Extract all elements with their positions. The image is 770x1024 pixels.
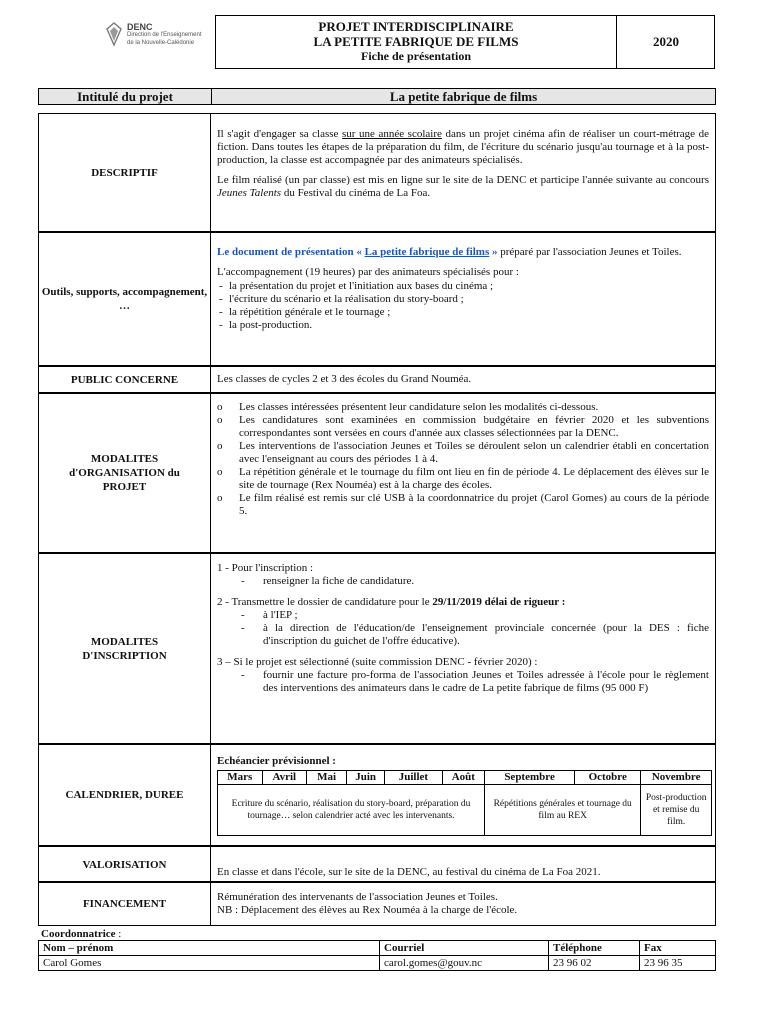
header-name: Nom – prénom: [39, 941, 380, 956]
outils-body: [217, 246, 709, 332]
list-item: o Les candidatures sont examinées en commission budgétaire en février 2020 et les subventions correspondantes sont versées en cours d'année aux classes sélectionnées par la DENC.: [217, 414, 709, 440]
descriptif-paragraph-2: Le film réalisé (un par classe) est mis en ligne sur le site de la DENC et participe l'année suivante au concours Jeunes Talents du Festival du cinéma de La Foa.: [217, 174, 709, 199]
list-item: - la répétition générale et le tournage ;: [217, 306, 709, 319]
list-item: o Les classes intéressées présentent leur candidature selon les modalités ci-dessous.: [217, 401, 709, 414]
header-year: 2020: [616, 16, 715, 68]
month-cell: Juillet: [385, 771, 443, 785]
cell-email[interactable]: carol.gomes@gouv.nc: [380, 956, 549, 971]
list-item: o Les interventions de l'association Jeunes et Toiles se déroulent selon un calendrier établi en concertation avec l'enseignant au cours des périodes 1 à 4.: [217, 440, 709, 466]
valorisation-text: En classe et dans l'école, sur le site de la DENC, au festival du cinéma de La Foa 2021.: [217, 866, 601, 878]
section-financement: [38, 882, 716, 926]
section-public: [38, 366, 716, 393]
coordonnatrice-title: Coordonnatrice :: [41, 928, 122, 940]
month-cell: Mai: [307, 771, 347, 785]
header-email: Courriel: [380, 941, 549, 956]
phase-writing: Ecriture du scénario, réalisation du story-board, préparation du tournage… selon calendrier acté avec les intervenants.: [218, 785, 485, 836]
table-header-row: [39, 941, 716, 956]
header-line3: Fiche de présentation: [361, 49, 471, 63]
financement-line-2: NB : Déplacement des élèves au Rex Nouméa à la charge de l'école.: [217, 904, 518, 916]
calendrier-label: CALENDRIER, DUREE: [39, 745, 211, 845]
inscription-step-3: 3 – Si le projet est sélectionné (suite commission DENC - février 2020) :: [217, 656, 538, 668]
header-fax: Fax: [640, 941, 716, 956]
header-phone: Téléphone: [549, 941, 640, 956]
descriptif-paragraph-1: Il s'agit d'engager sa classe sur une année scolaire dans un projet cinéma afin de réaliser un court-métrage de fiction. Dans toutes les étapes de la préparation du film, de l'écriture du scénario jusqu'au tournage et à la post-production, la classe est accompagnée par des animateurs spécialisés.: [217, 128, 710, 166]
inscription-step-1: 1 - Pour l'inscription :: [217, 562, 314, 574]
section-calendrier: [38, 744, 716, 846]
project-title-bar: [38, 88, 716, 105]
month-cell: Août: [442, 771, 484, 785]
list-item: - à la direction de l'éducation/de l'enseignement provinciale concernée (pour la DES : fiche d'inscription du guichet de l'offre éducative).: [217, 622, 709, 648]
inscription-step-2: 2 - Transmettre le dossier de candidature pour le 29/11/2019 délai de rigueur :: [217, 596, 566, 608]
section-descriptif: [38, 113, 716, 232]
descriptif-body: [217, 128, 709, 207]
list-item: - la présentation du projet et l'initiation aux bases du cinéma ;: [217, 280, 709, 293]
cell-fax: 23 96 35: [640, 956, 716, 971]
logo-brand: DENC: [127, 22, 153, 32]
header-box: [215, 15, 715, 69]
section-valorisation: [38, 846, 716, 882]
descriptif-label: DESCRIPTIF: [39, 114, 211, 231]
valorisation-label: VALORISATION: [39, 847, 211, 881]
project-title-value: La petite fabrique de films: [389, 89, 538, 104]
calendrier-body: [217, 755, 711, 827]
modalites-org-body: [217, 401, 709, 518]
calendrier-title: Echéancier prévisionnel :: [217, 755, 336, 767]
logo-line1: Direction de l'Enseignement: [127, 32, 202, 38]
financement-body: [217, 891, 709, 917]
section-inscription: [38, 553, 716, 744]
outils-paragraph-1: Le document de présentation « La petite fabrique de films » préparé par l'association Jeunes et Toiles.: [217, 246, 682, 258]
public-text: Les classes de cycles 2 et 3 des écoles du Grand Nouméa.: [217, 373, 472, 385]
public-label: PUBLIC CONCERNE: [39, 367, 211, 392]
header-title: [216, 19, 616, 64]
list-item: - l'écriture du scénario et la réalisation du story-board ;: [217, 293, 709, 306]
modalites-org-list: [217, 401, 709, 518]
table-row: [39, 956, 716, 971]
month-cell: Mars: [218, 771, 263, 785]
denc-emblem-icon: [103, 21, 125, 47]
inscription-body: [217, 562, 709, 695]
list-item: - la post-production.: [217, 319, 709, 332]
header-line2: LA PETITE FABRIQUE DE FILMS: [313, 34, 519, 49]
list-item: o Le film réalisé est remis sur clé USB à la coordonnatrice du projet (Carol Gomes) au cours de la période 5.: [217, 492, 709, 518]
coordonnatrice-table: [38, 940, 716, 971]
phase-postproduction: Post-production et remise du film.: [641, 785, 712, 836]
list-item: - renseigner la fiche de candidature.: [217, 575, 709, 588]
section-outils: [38, 232, 716, 366]
outils-list: [217, 280, 709, 332]
outils-paragraph-2: L'accompagnement (19 heures) par des animateurs spécialisés pour :: [217, 266, 519, 278]
inscription-label: MODALITES D'INSCRIPTION: [39, 554, 211, 743]
cell-name: Carol Gomes: [39, 956, 380, 971]
header-line1: PROJET INTERDISCIPLINAIRE: [318, 19, 514, 34]
phase-filming: Répétitions générales et tournage du film au REX: [485, 785, 641, 836]
denc-logo: [103, 21, 213, 51]
list-item: - à l'IEP ;: [217, 609, 709, 622]
month-cell: Juin: [347, 771, 385, 785]
presentation-doc-link[interactable]: La petite fabrique de films: [364, 246, 490, 258]
logo-line2: de la Nouvelle-Calédonie: [127, 40, 195, 46]
month-cell: Avril: [262, 771, 307, 785]
financement-line-1: Rémunération des intervenants de l'association Jeunes et Toiles.: [217, 891, 498, 903]
month-cell: Octobre: [575, 771, 641, 785]
cell-phone: 23 96 02: [549, 956, 640, 971]
month-cell: Novembre: [641, 771, 712, 785]
section-modalites-organisation: [38, 393, 716, 553]
list-item: - fournir une facture pro-forma de l'association Jeunes et Toiles adressée à l'école pour le règlement des interventions des animateurs dans le cadre de La petite fabrique de films (95 000 F): [217, 669, 709, 695]
project-title-label: Intitulé du projet: [39, 89, 212, 104]
financement-label: FINANCEMENT: [39, 883, 211, 925]
list-item: o La répétition générale et le tournage du film ont lieu en fin de période 4. Le déplacement des élèves sur le site de tournage (Rex Nouméa) est à la charge des écoles.: [217, 466, 709, 492]
month-cell: Septembre: [485, 771, 575, 785]
outils-label: Outils, supports, accompagnement, …: [39, 233, 211, 365]
modalites-org-label: MODALITES d'ORGANISATION du PROJET: [39, 394, 211, 552]
schedule-table: [217, 770, 712, 836]
